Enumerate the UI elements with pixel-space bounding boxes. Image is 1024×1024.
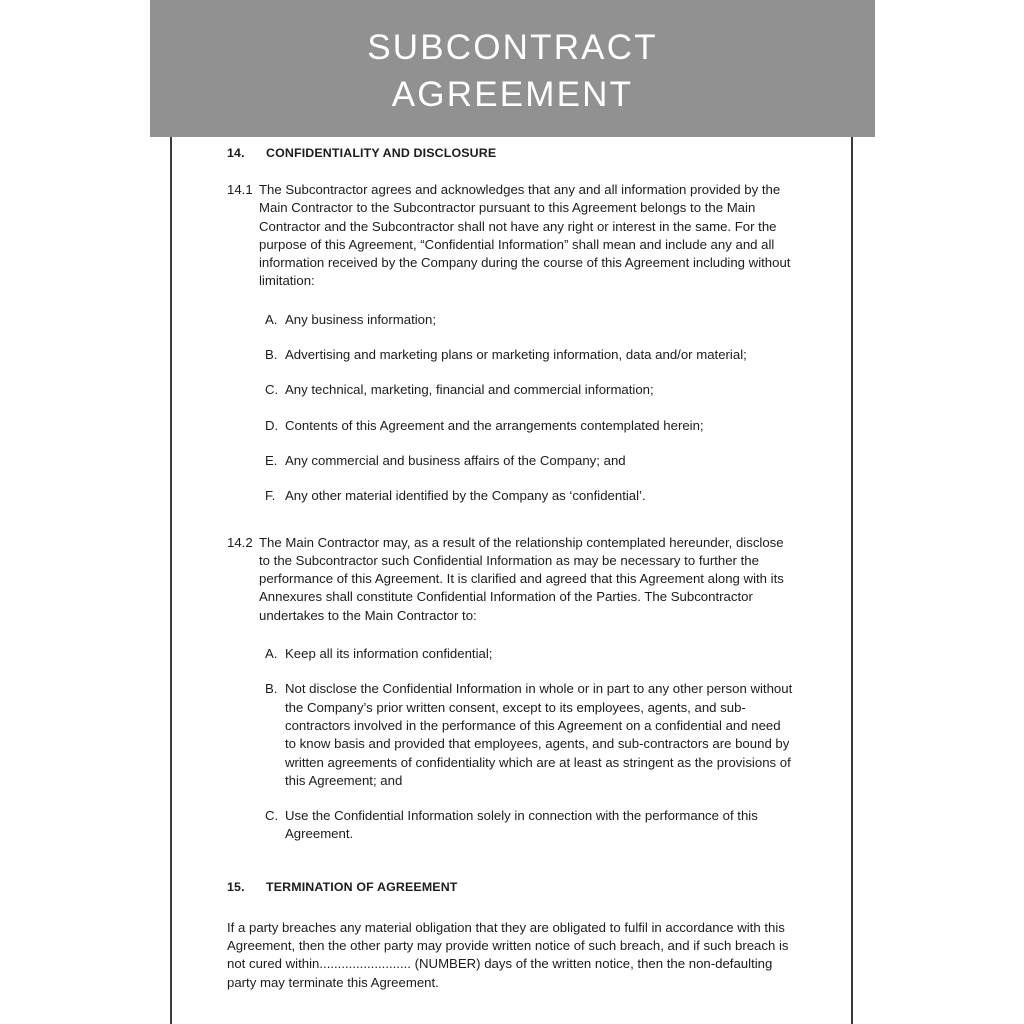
list-item-text: Use the Confidential Information solely in connection with the performance of this Agreement.	[285, 808, 758, 842]
section-14-title: CONFIDENTIALITY AND DISCLOSURE	[266, 146, 497, 160]
list-item	[227, 452, 795, 470]
spacer	[227, 864, 795, 880]
section-15-title: TERMINATION OF AGREEMENT	[266, 879, 458, 894]
list-item-text: Any other material identified by the Company as ‘confidential’.	[285, 488, 646, 504]
list-item-marker: E.	[265, 452, 278, 468]
list-item	[227, 346, 795, 364]
clause-14-1-text: The Subcontractor agrees and acknowledges that any and all information provided by the Main Contractor to the Subcontractor pursuant to this Agreement belongs to the Main Contractor and the Subcontractor shall not have any right or interest in the same. For the purpose of this Agreement, “Confidential Information” shall mean and include any and all information received by the Company during the course of this Agreement including without limitation:	[259, 182, 791, 289]
list-item-marker: A.	[265, 311, 278, 327]
section-15-number: 15.	[227, 879, 245, 894]
spacer	[227, 526, 795, 534]
list-item-marker: D.	[265, 417, 279, 433]
document-title-banner	[150, 0, 875, 137]
list-item	[227, 645, 795, 663]
list-item-marker: F.	[265, 488, 276, 504]
list-item-text: Keep all its information confidential;	[285, 646, 493, 662]
clause-14-1-list	[227, 311, 795, 506]
list-item-marker: A.	[265, 646, 278, 662]
list-item-text: Any commercial and business affairs of the Company; and	[285, 452, 626, 468]
banner-title-line-1: SUBCONTRACT	[367, 27, 658, 67]
list-item	[227, 381, 795, 399]
list-item-marker: B.	[265, 347, 278, 363]
banner-title-line-2: AGREEMENT	[391, 74, 634, 114]
section-14-number: 14.	[227, 146, 245, 160]
list-item-text: Not disclose the Confidential Information in whole or in part to any other person without the Company’s prior written consent, except to its employees, agents, and sub-contractors involved in the performance of this Agreement on a confidential and need to know basis and provided that employees, agents, and sub-contractors are bound by written agreements of confidentiality which are at least as stringent as the provisions of this Agreement; and	[285, 681, 793, 788]
list-item	[227, 680, 795, 790]
list-item-marker: C.	[265, 382, 279, 398]
clause-14-2-list	[227, 645, 795, 844]
clause-14-2-number: 14.2	[227, 534, 253, 550]
clause-14-2-text: The Main Contractor may, as a result of the relationship contemplated hereunder, disclose to the Subcontractor such Confidential Information as may be necessary to further the performance of this Agreement. It is clarified and agreed that this Agreement along with its Annexures shall constitute Confidential Information of the Parties. The Subcontractor undertakes to the Main Contractor to:	[259, 534, 784, 623]
section-14-heading	[227, 146, 795, 160]
list-item-text: Any business information;	[285, 311, 436, 327]
list-item	[227, 417, 795, 435]
list-item	[227, 311, 795, 329]
clause-14-2	[227, 534, 795, 625]
document-page	[170, 137, 853, 1024]
list-item-text: Contents of this Agreement and the arrangements contemplated herein;	[285, 417, 704, 433]
list-item	[227, 807, 795, 844]
section-15-paragraph: If a party breaches any material obligation that they are obligated to fulfil in accordance with this Agreement, then the other party may provide written notice of such breach, and if such breach is not cured within......................... (NUMBER) days of the written notice, then the non-defaulting party may terminate this Agreement.	[227, 919, 789, 990]
list-item-text: Any technical, marketing, financial and commercial information;	[285, 382, 654, 398]
document-body	[227, 146, 795, 992]
list-item-text: Advertising and marketing plans or marketing information, data and/or material;	[285, 347, 747, 363]
list-item	[227, 487, 795, 505]
section-15-heading	[227, 880, 795, 894]
clause-14-1	[227, 181, 795, 291]
list-item-marker: B.	[265, 681, 278, 697]
list-item-marker: C.	[265, 808, 279, 824]
clause-14-1-number: 14.1	[227, 182, 253, 197]
